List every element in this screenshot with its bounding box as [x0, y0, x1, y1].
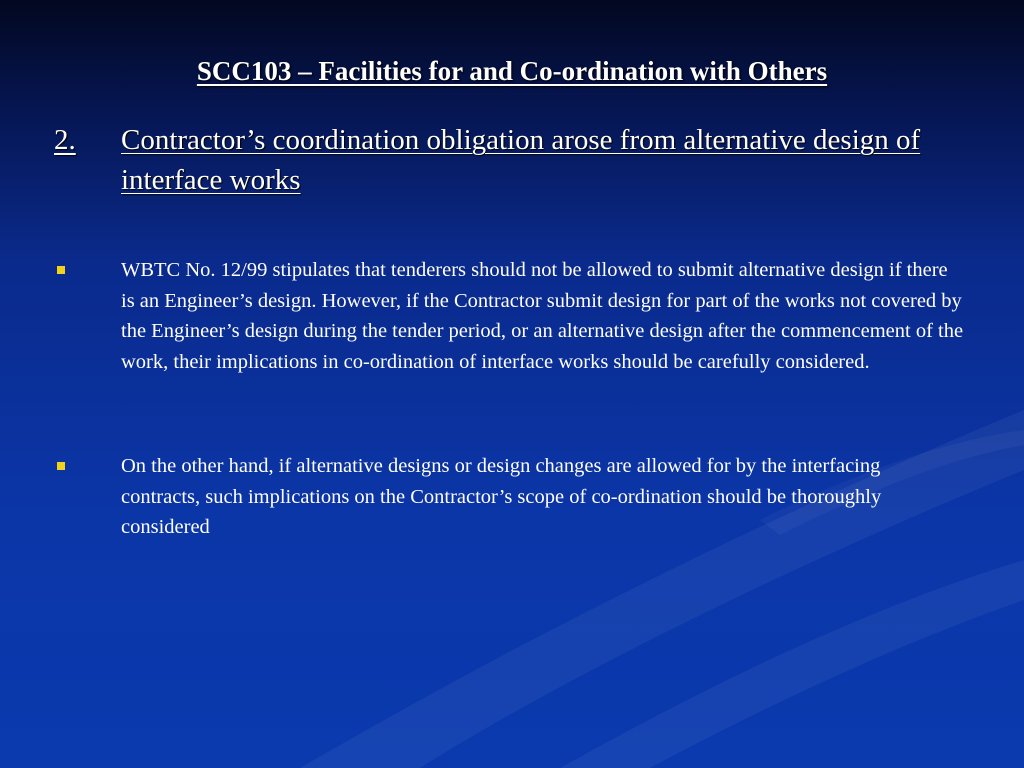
bullet-text: WBTC No. 12/99 stipulates that tenderers should not be allowed to submit alternative design if there is an Engineer’s design. However, if the Contractor submit design for part of the works not covered by the Engineer’s design during the tender period, or an alternative design after the commencement of the work, their implications in co-ordination of interface works should be carefully considered. — [121, 259, 964, 373]
bullet-text: On the other hand, if alternative designs or design changes are allowed for by the interfacing contracts, such implications on the Contractor’s scope of co-ordination should be thoroughly considered — [121, 455, 882, 538]
bullet-item — [54, 451, 964, 543]
bullet-item — [54, 255, 964, 377]
slide-title: SCC103 – Facilities for and Co-ordination with Others — [196, 56, 828, 86]
square-bullet-icon — [57, 266, 65, 274]
section-heading — [54, 120, 934, 200]
section-heading-text: Contractor’s coordination obligation arose from alternative design of interface works — [121, 124, 921, 196]
section-number: 2. — [54, 124, 76, 156]
square-bullet-icon — [57, 462, 65, 470]
